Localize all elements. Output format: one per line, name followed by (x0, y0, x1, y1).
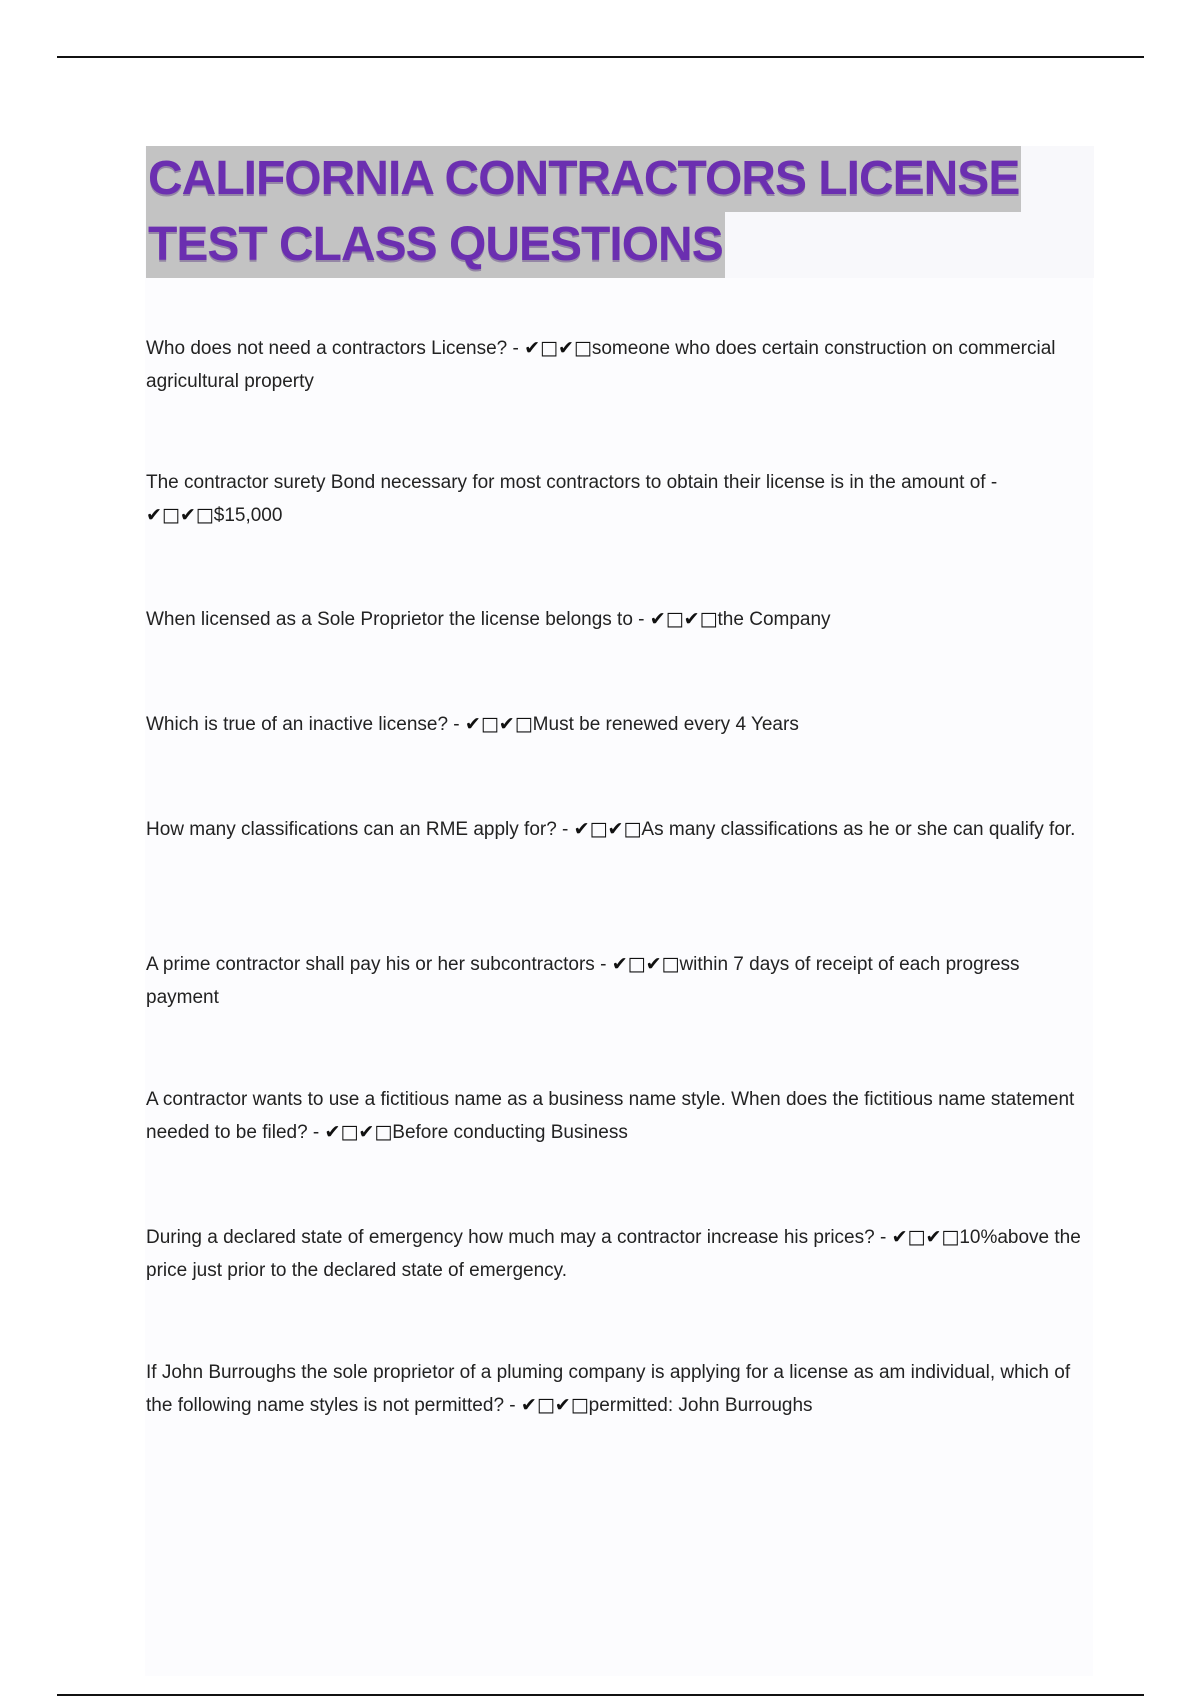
answer-marker: ✔□✔□ (649, 608, 718, 630)
answer-marker: ✔□✔□ (524, 337, 592, 359)
qa-item (146, 708, 1081, 741)
answer-marker: ✔□✔□ (464, 713, 533, 735)
answer-text: someone who does certain construction on commercial agricultural property (146, 338, 1056, 392)
question-text: A contractor wants to use a fictitious name as a business name style. When does the fictitious name statement needed to be filed? - (146, 1089, 1075, 1143)
answer-text: Must be renewed every 4 Years (532, 714, 799, 735)
answer-marker: ✔□✔□ (573, 818, 642, 840)
qa-item (146, 466, 1081, 532)
answer-text: 10%above the price just prior to the declared state of emergency. (146, 1227, 1081, 1281)
answer-text: the Company (717, 609, 831, 630)
question-text: Who does not need a contractors License? - (146, 338, 525, 359)
qa-item (146, 603, 1081, 636)
question-text: If John Burroughs the sole proprietor of a pluming company is applying for a license as am individual, which of the following name styles is not permitted? - (146, 1362, 1071, 1416)
footer-rule (57, 1694, 1144, 1696)
question-text: Which is true of an inactive license? - (146, 714, 465, 735)
question-text: How many classifications can an RME apply for? - (146, 819, 574, 840)
document-title-block (146, 146, 1094, 278)
answer-marker: ✔□✔□ (520, 1394, 589, 1416)
question-text: When licensed as a Sole Proprietor the license belongs to - (146, 609, 650, 630)
answer-marker: ✔□✔□ (611, 953, 680, 975)
answer-text: $15,000 (213, 505, 283, 526)
header-rule (57, 56, 1144, 58)
question-text: A prime contractor shall pay his or her subcontractors - (146, 954, 612, 975)
question-text: During a declared state of emergency how much may a contractor increase his prices? - (146, 1227, 892, 1248)
document-title-line-1: CALIFORNIA CONTRACTORS LICENSE (146, 146, 1021, 212)
qa-item (146, 332, 1081, 398)
document-title-line-2: TEST CLASS QUESTIONS (146, 212, 725, 278)
qa-item (146, 948, 1081, 1014)
answer-text: permitted: John Burroughs (588, 1395, 813, 1416)
qa-item (146, 1083, 1081, 1149)
answer-marker: ✔□✔□ (891, 1226, 960, 1248)
question-text: The contractor surety Bond necessary for most contractors to obtain their license is in the amount of - (146, 472, 998, 493)
answer-marker: ✔□✔□ (146, 504, 214, 526)
answer-text: Before conducting Business (392, 1122, 628, 1143)
answer-marker: ✔□✔□ (324, 1121, 393, 1143)
qa-item (146, 813, 1081, 846)
answer-text: As many classifications as he or she can qualify for. (641, 819, 1076, 840)
qa-item (146, 1221, 1081, 1287)
qa-item (146, 1356, 1081, 1422)
answer-text: within 7 days of receipt of each progress payment (146, 954, 1020, 1008)
